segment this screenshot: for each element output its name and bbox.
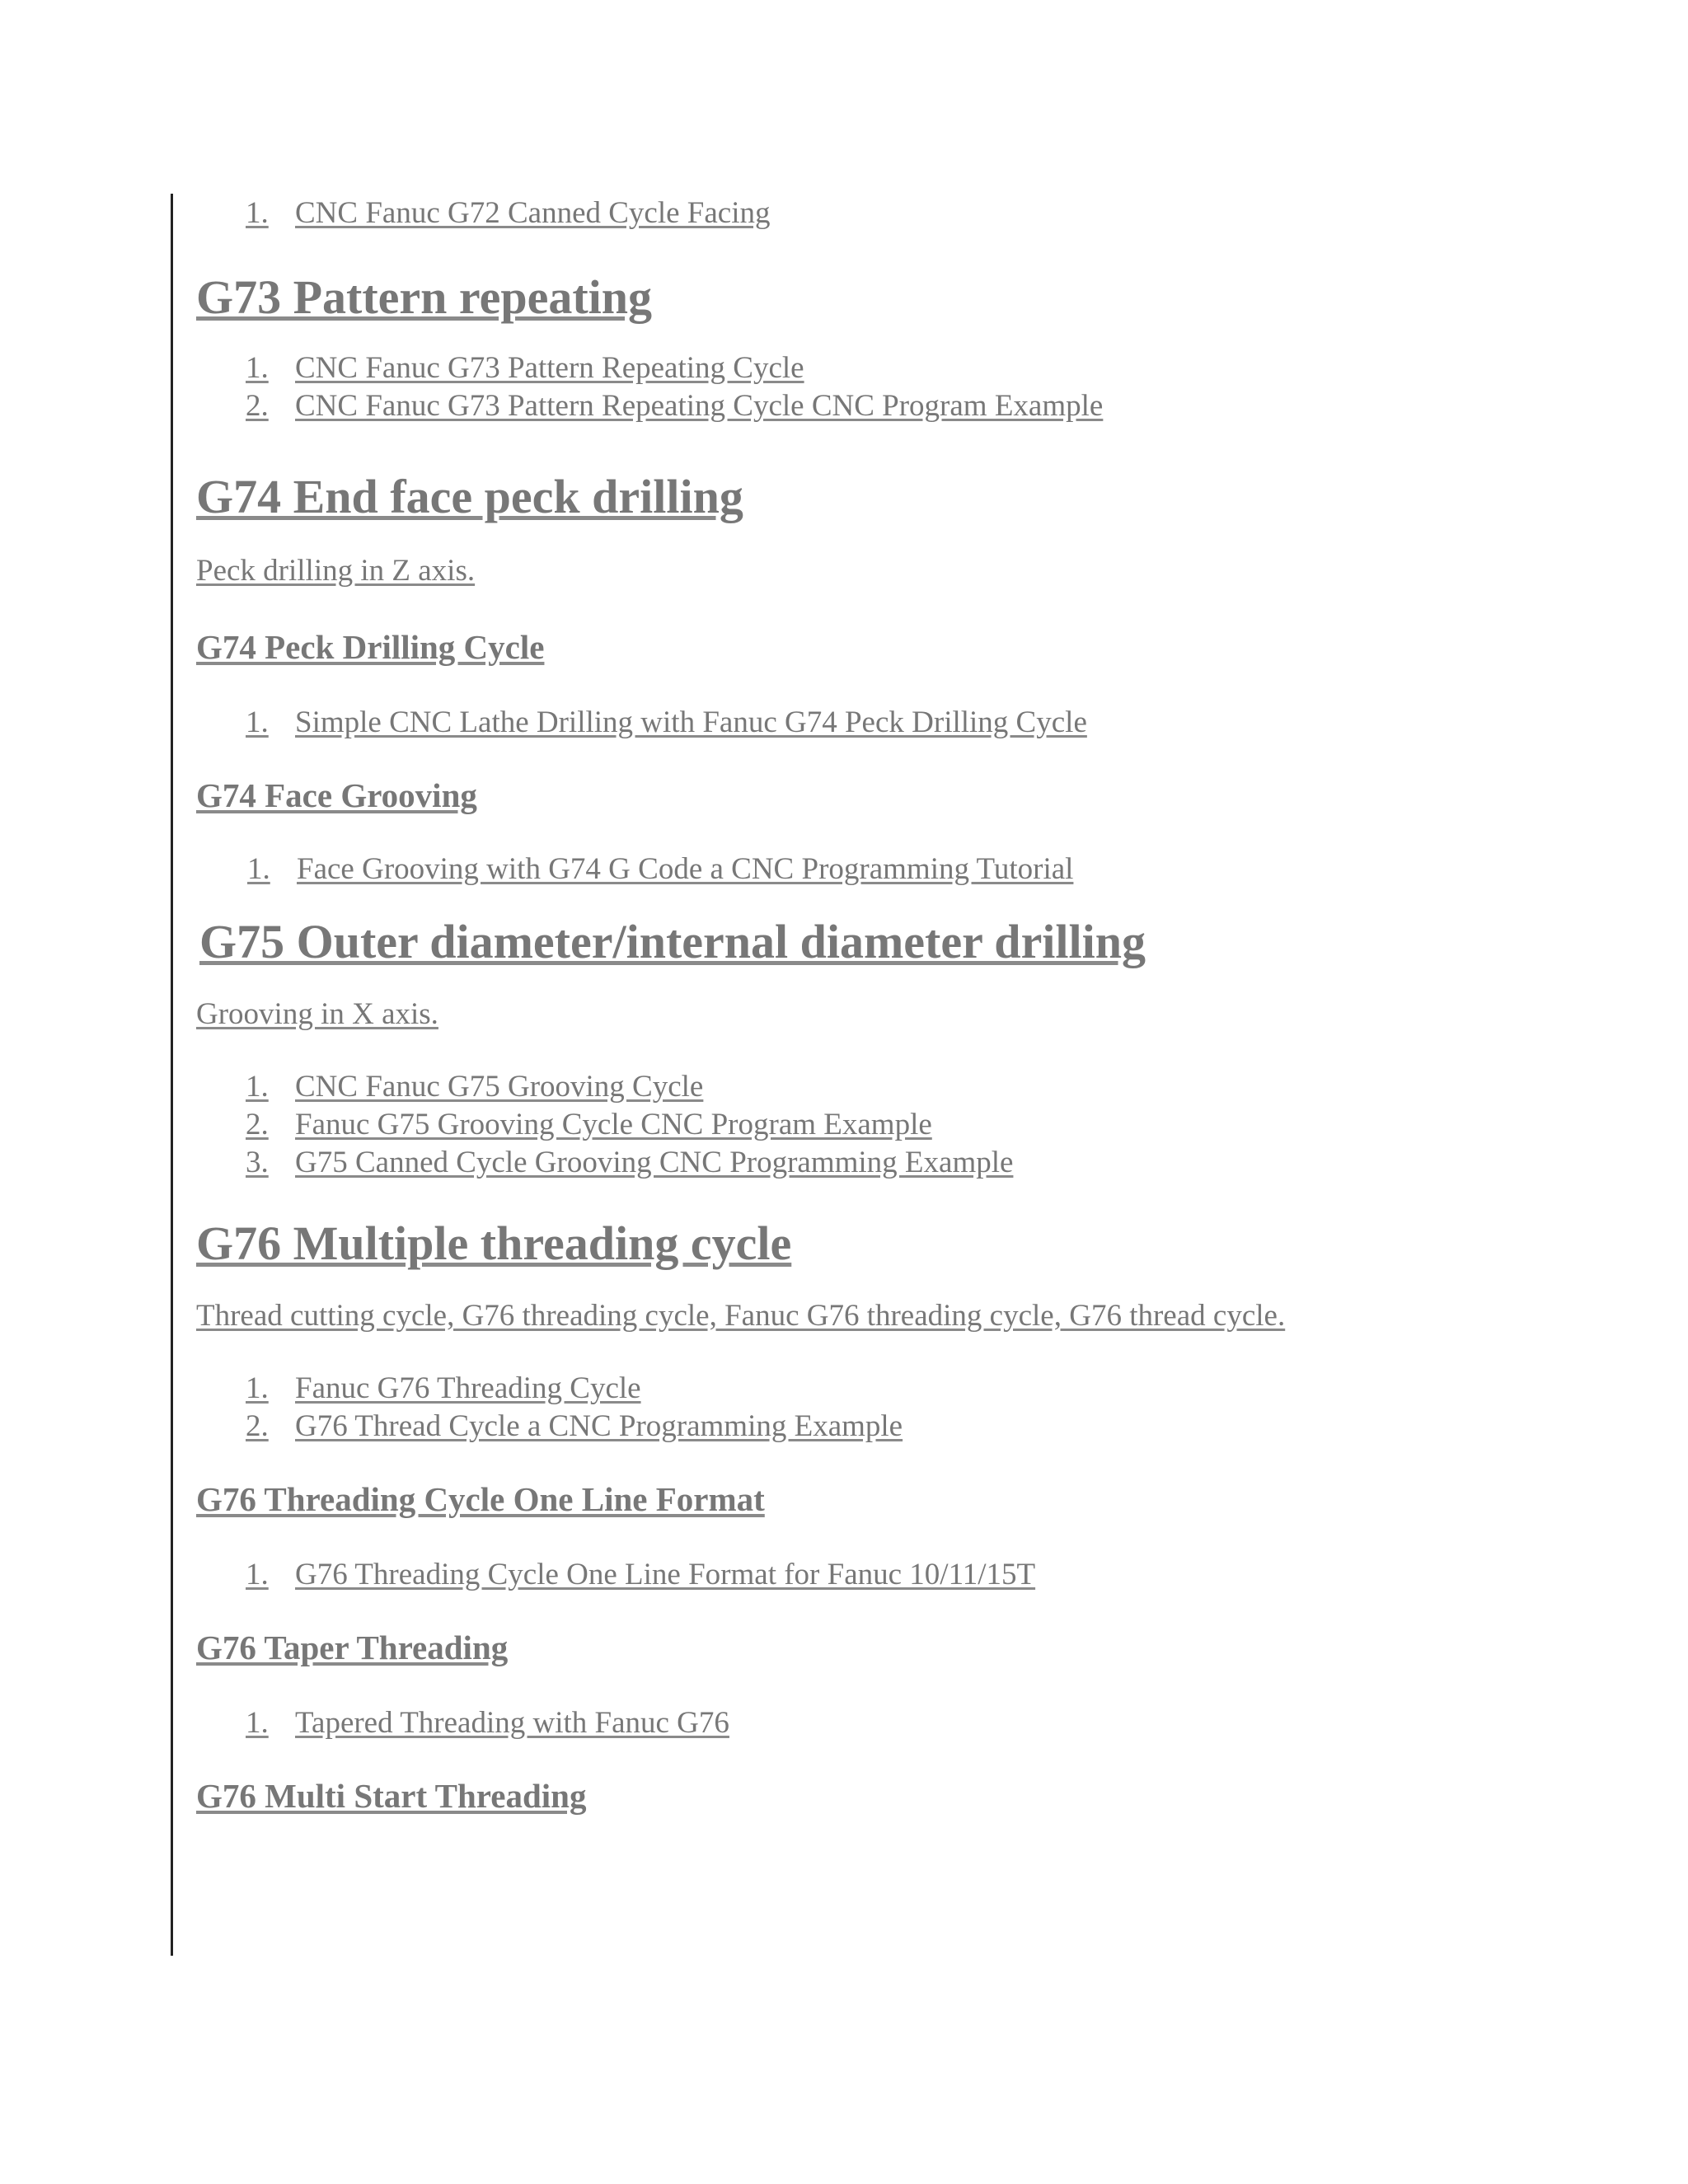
g76-one-line-list bbox=[196, 1556, 1597, 1594]
g75-link-1[interactable]: CNC Fanuc G75 Grooving Cycle bbox=[295, 1070, 704, 1104]
g74-heading[interactable]: G74 End face peck drilling bbox=[196, 470, 743, 523]
document-content bbox=[196, 191, 1597, 1816]
g75-link-3[interactable]: G75 Canned Cycle Grooving CNC Programming Example bbox=[295, 1146, 1014, 1179]
g74-grooving-list bbox=[196, 851, 1597, 888]
g75-description[interactable]: Grooving in X axis. bbox=[196, 997, 438, 1031]
list-item[interactable]: 2. Fanuc G75 Grooving Cycle CNC Program Example bbox=[246, 1108, 932, 1141]
g72-link-1[interactable]: CNC Fanuc G72 Canned Cycle Facing bbox=[295, 196, 771, 230]
list-item[interactable]: 3. G75 Canned Cycle Grooving CNC Programming Example bbox=[246, 1146, 1014, 1179]
g76-list bbox=[196, 1370, 1597, 1446]
g74-grooving-heading[interactable]: G74 Face Grooving bbox=[196, 776, 477, 814]
g76-taper-link-1[interactable]: Tapered Threading with Fanuc G76 bbox=[295, 1706, 729, 1740]
list-item[interactable]: 1. Face Grooving with G74 G Code a CNC Programming Tutorial bbox=[247, 852, 1074, 886]
g76-one-line-link-1[interactable]: G76 Threading Cycle One Line Format for Fanuc 10/11/15T bbox=[295, 1558, 1036, 1591]
list-item[interactable]: 1. Fanuc G76 Threading Cycle bbox=[246, 1371, 641, 1405]
g76-one-line-heading[interactable]: G76 Threading Cycle One Line Format bbox=[196, 1480, 765, 1518]
g75-heading[interactable]: G75 Outer diameter/internal diameter drilling bbox=[199, 915, 1146, 968]
g76-multi-start-heading[interactable]: G76 Multi Start Threading bbox=[196, 1777, 587, 1815]
g75-link-2[interactable]: Fanuc G75 Grooving Cycle CNC Program Example bbox=[295, 1108, 932, 1141]
g76-link-2[interactable]: G76 Thread Cycle a CNC Programming Example bbox=[295, 1409, 903, 1443]
g73-link-1[interactable]: CNC Fanuc G73 Pattern Repeating Cycle bbox=[295, 351, 804, 385]
g72-list bbox=[196, 194, 1597, 232]
g74-peck-list bbox=[196, 704, 1597, 742]
list-item[interactable]: 2. G76 Thread Cycle a CNC Programming Example bbox=[246, 1409, 903, 1443]
g73-list bbox=[196, 349, 1597, 425]
list-item[interactable]: 1. CNC Fanuc G73 Pattern Repeating Cycle bbox=[246, 351, 804, 385]
g76-taper-heading[interactable]: G76 Taper Threading bbox=[196, 1629, 509, 1666]
list-item[interactable]: 1. Tapered Threading with Fanuc G76 bbox=[246, 1706, 729, 1740]
g73-heading[interactable]: G73 Pattern repeating bbox=[196, 270, 653, 324]
list-item[interactable]: 1. Simple CNC Lathe Drilling with Fanuc G74 Peck Drilling Cycle bbox=[246, 705, 1087, 739]
g76-description[interactable]: Thread cutting cycle, G76 threading cycle, Fanuc G76 threading cycle, G76 thread cycle. bbox=[196, 1299, 1286, 1333]
list-item[interactable]: 2. CNC Fanuc G73 Pattern Repeating Cycle CNC Program Example bbox=[246, 389, 1104, 423]
g74-peck-link-1[interactable]: Simple CNC Lathe Drilling with Fanuc G74 Peck Drilling Cycle bbox=[295, 705, 1087, 739]
g74-description[interactable]: Peck drilling in Z axis. bbox=[196, 554, 476, 588]
g73-link-2[interactable]: CNC Fanuc G73 Pattern Repeating Cycle CNC Program Example bbox=[295, 389, 1104, 423]
list-item[interactable]: 1. G76 Threading Cycle One Line Format for Fanuc 10/11/15T bbox=[246, 1558, 1036, 1591]
list-item[interactable]: 1. CNC Fanuc G75 Grooving Cycle bbox=[246, 1070, 704, 1104]
list-item[interactable]: 1. CNC Fanuc G72 Canned Cycle Facing bbox=[246, 196, 771, 230]
g74-peck-heading[interactable]: G74 Peck Drilling Cycle bbox=[196, 628, 545, 666]
g76-heading[interactable]: G76 Multiple threading cycle bbox=[196, 1216, 792, 1270]
g76-link-1[interactable]: Fanuc G76 Threading Cycle bbox=[295, 1371, 641, 1405]
left-margin-bar bbox=[171, 194, 173, 1956]
g76-taper-list bbox=[196, 1704, 1597, 1742]
g75-list bbox=[196, 1068, 1597, 1182]
g74-grooving-link-1[interactable]: Face Grooving with G74 G Code a CNC Programming Tutorial bbox=[297, 852, 1074, 886]
